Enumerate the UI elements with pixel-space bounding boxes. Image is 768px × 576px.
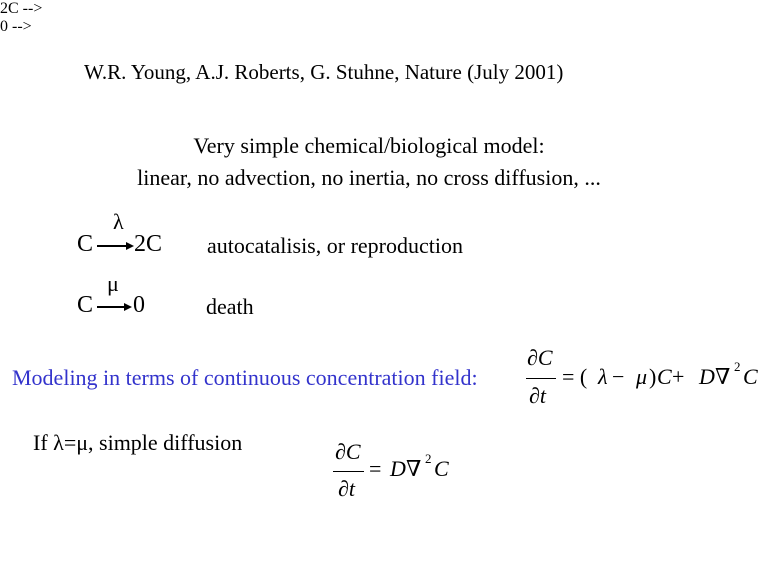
reaction-arrow bbox=[97, 245, 127, 247]
reaction-rate-lambda: λ bbox=[113, 209, 124, 234]
eq-equals: = bbox=[369, 456, 382, 481]
eq-lambda: λ bbox=[598, 364, 608, 389]
reaction-reactant: C bbox=[77, 292, 94, 318]
eq-c1: C bbox=[657, 364, 672, 389]
reaction-reactant: C bbox=[77, 231, 94, 257]
reaction-rate-mu: μ bbox=[107, 271, 119, 296]
nabla-icon: ∇ bbox=[406, 456, 422, 481]
reaction-description: autocatalisis, or reproduction bbox=[207, 233, 463, 258]
nabla-icon: ∇ bbox=[715, 364, 731, 389]
intro-line-1: Very simple chemical/biological model: bbox=[193, 133, 545, 158]
arrow-head-icon bbox=[124, 303, 132, 311]
fraction-bar bbox=[333, 471, 364, 472]
eq-d: D bbox=[699, 364, 715, 389]
special-case-label: If λ=μ, simple diffusion bbox=[33, 430, 243, 455]
eq-superscript: 2 bbox=[425, 451, 432, 466]
intro-line-2: linear, no advection, no inertia, no cross diffusion, ... bbox=[137, 165, 601, 190]
reaction-product: 2C bbox=[134, 231, 163, 257]
eq-denominator: ∂t bbox=[338, 476, 355, 501]
eq-rhs-open: = ( bbox=[562, 364, 588, 389]
eq-plus: + bbox=[672, 364, 685, 389]
reaction-product: 0 bbox=[133, 292, 145, 318]
fraction-bar bbox=[526, 378, 556, 379]
eq-minus: − bbox=[612, 364, 625, 389]
citation: W.R. Young, A.J. Roberts, G. Stuhne, Nature (July 2001) bbox=[84, 60, 564, 84]
eq-denominator: ∂t bbox=[529, 383, 546, 408]
eq-c: C bbox=[434, 456, 449, 481]
arrow-head-icon bbox=[126, 242, 134, 250]
eq-rhs-close: ) bbox=[649, 364, 657, 389]
eq-mu: μ bbox=[636, 364, 648, 389]
eq-numerator: ∂C bbox=[335, 439, 361, 464]
eq-d: D bbox=[390, 456, 406, 481]
eq-c2: C bbox=[743, 364, 758, 389]
reaction-description: death bbox=[206, 294, 254, 319]
reaction-arrow bbox=[97, 306, 125, 308]
eq-superscript: 2 bbox=[734, 359, 741, 374]
modeling-label: Modeling in terms of continuous concentration field: bbox=[12, 365, 478, 390]
eq-numerator: ∂C bbox=[527, 345, 553, 370]
